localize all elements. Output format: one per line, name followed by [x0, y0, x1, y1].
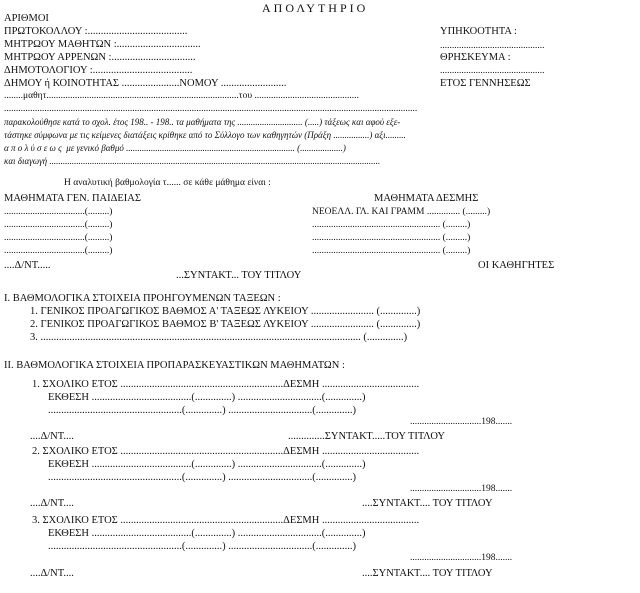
- year-line: ..............................198.......: [410, 484, 513, 494]
- director-label: ....Δ/ΝΤ....: [30, 431, 74, 442]
- body-line-1: παρακολούθησε κατά το σχολ. έτος 198.. - 198.. τα μαθήματα της ............................. (.....) τάξεως και αφού εξε-: [4, 117, 401, 127]
- mathitis-field: ........μαθητ.................................................................................του ............................................: [4, 91, 359, 101]
- year-line: ..............................198.......: [410, 553, 513, 563]
- document-title: ΑΠΟΛΥΤΗΡΙΟ: [262, 1, 369, 15]
- mitrwou-arrenwn-field: ΜΗΤΡΩΟΥ ΑΡΡΕΝΩΝ :................................: [4, 52, 196, 63]
- arithmoi-label: ΑΡΙΘΜΟΙ: [4, 13, 49, 24]
- desmis-subject-row: ...................................................... (.........): [312, 220, 471, 230]
- composer-label: ....ΣΥΝΤΑΚΤ.... ΤΟΥ ΤΙΤΛΟΥ: [362, 568, 493, 579]
- section-1-row: 3. .......................................................................................................................... (..............): [30, 332, 408, 343]
- body-line-4: και διαγωγή ...................................................................................................................................................: [4, 156, 381, 166]
- school-year-row: 1. ΣΧΟΛΙΚΟ ΕΤΟΣ ..............................................................ΔΕΣΜΗ .....................................: [32, 379, 420, 390]
- thriskeuma-label: ΘΡΗΣΚΕΥΜΑ :: [440, 52, 511, 63]
- composer-label: ....ΣΥΝΤΑΚΤ.... ΤΟΥ ΤΙΤΛΟΥ: [362, 498, 493, 509]
- section-2-heading: II. ΒΑΘΜΟΛΟΓΙΚΑ ΣΤΟΙΧΕΙΑ ΠΡΟΠΑΡΑΣΚΕΥΑΣΤΙΚΩΝ ΜΑΘΗΜΑΤΩΝ :: [4, 360, 345, 371]
- ekthesi-row: ΕΚΘΕΣΗ ......................................(..............) ................................(..............): [48, 459, 366, 470]
- school-year-row: 3. ΣΧΟΛΙΚΟ ΕΤΟΣ ..............................................................ΔΕΣΜΗ .....................................: [32, 515, 420, 526]
- etos-gennisews-label: ΕΤΟΣ ΓΕΝΝΗΣΕΩΣ: [440, 78, 531, 89]
- analytic-grades-label: Η αναλυτική βαθμολογία τ...... σε κάθε μάθημα είναι :: [64, 178, 271, 188]
- section-1-heading: I. ΒΑΘΜΟΛΟΓΙΚΑ ΣΤΟΙΧΕΙΑ ΠΡΟΗΓΟΥΜΕΝΩΝ ΤΑΞΕΩΝ :: [4, 293, 281, 304]
- body-dots-line: ..............................................................................................................................................................................: [4, 104, 418, 114]
- ypikootita-dots: ............................................: [440, 41, 545, 51]
- gen-subject-row: ..................................(.........): [4, 233, 113, 243]
- section-1-row: 2. ΓΕΝΙΚΟΣ ΠΡΟΑΓΩΓΙΚΟΣ ΒΑΘΜΟΣ Β' ΤΑΞΕΩΣ ΛΥΚΕΙΟΥ ........................ (..............): [30, 319, 421, 330]
- ekthesi-row: ΕΚΘΕΣΗ ......................................(..............) ................................(..............): [48, 528, 366, 539]
- gen-subjects-title: ΜΑΘΗΜΑΤΑ ΓΕΝ. ΠΑΙΔΕΙΑΣ: [4, 193, 141, 204]
- ypikootita-label: ΥΠΗΚΟΟΤΗΤΑ :: [440, 26, 517, 37]
- school-year-row: 2. ΣΧΟΛΙΚΟ ΕΤΟΣ ..............................................................ΔΕΣΜΗ .....................................: [32, 446, 420, 457]
- desmis-subject-row: ΝΕΟΕΛΛ. ΓΛ. ΚΑΙ ΓΡΑΜΜ .............. (.........): [312, 207, 491, 217]
- grade-row: ...................................................(..............) ................................(..............): [48, 472, 356, 483]
- ekthesi-row: ΕΚΘΕΣΗ ......................................(..............) ................................(..............): [48, 392, 366, 403]
- mitrwou-mathitwn-field: ΜΗΤΡΩΟΥ ΜΑΘΗΤΩΝ :................................: [4, 39, 201, 50]
- teachers-signature-label: ΟΙ ΚΑΘΗΓΗΤΕΣ: [478, 260, 555, 271]
- gen-subject-row: ..................................(.........): [4, 220, 113, 230]
- body-line-3: α π ο λ ύ σ ε ω ς με γενικό βαθμό ........................................................................... (...................): [4, 143, 346, 153]
- desmis-subject-row: ...................................................... (.........): [312, 246, 471, 256]
- desmis-subject-row: ...................................................... (.........): [312, 233, 471, 243]
- grade-row: ...................................................(..............) ................................(..............): [48, 405, 356, 416]
- section-1-row: 1. ΓΕΝΙΚΟΣ ΠΡΟΑΓΩΓΙΚΟΣ ΒΑΘΜΟΣ Α' ΤΑΞΕΩΣ ΛΥΚΕΙΟΥ ........................ (..............): [30, 306, 421, 317]
- director-label: ....Δ/ΝΤ....: [30, 498, 74, 509]
- protokollou-field: ΠΡΩΤΟΚΟΛΛΟΥ :......................................: [4, 26, 188, 37]
- director-signature-label: ....Δ/ΝΤ.....: [4, 260, 51, 271]
- director-label: ....Δ/ΝΤ....: [30, 568, 74, 579]
- gen-subject-row: ..................................(.........): [4, 246, 113, 256]
- dimotologiou-field: ΔΗΜΟΤΟΛΟΓΙΟΥ :......................................: [4, 65, 193, 76]
- dimou-nomou-field: ΔΗΜΟΥ ή ΚΟΙΝΟΤΗΤΑΣ ......................ΝΟΜΟΥ .........................: [4, 78, 287, 89]
- gen-subject-row: ..................................(.........): [4, 207, 113, 217]
- thriskeuma-dots: ............................................: [440, 66, 545, 76]
- title-composer-label: ...ΣΥΝΤΑΚΤ... ΤΟΥ ΤΙΤΛΟΥ: [176, 270, 302, 281]
- body-line-2: τάστηκε σύμφωνα με τις κείμενες διατάξεις κρίθηκε από το Σύλλογο των καθηγητών (Πράξη ................) αξι.........: [4, 130, 406, 140]
- grade-row: ...................................................(..............) ................................(..............): [48, 541, 356, 552]
- year-line: ..............................198.......: [410, 417, 513, 427]
- composer-label: ..............ΣΥΝΤΑΚΤ.....ΤΟΥ ΤΙΤΛΟΥ: [288, 431, 445, 442]
- desmis-subjects-title: ΜΑΘΗΜΑΤΑ ΔΕΣΜΗΣ: [374, 193, 479, 204]
